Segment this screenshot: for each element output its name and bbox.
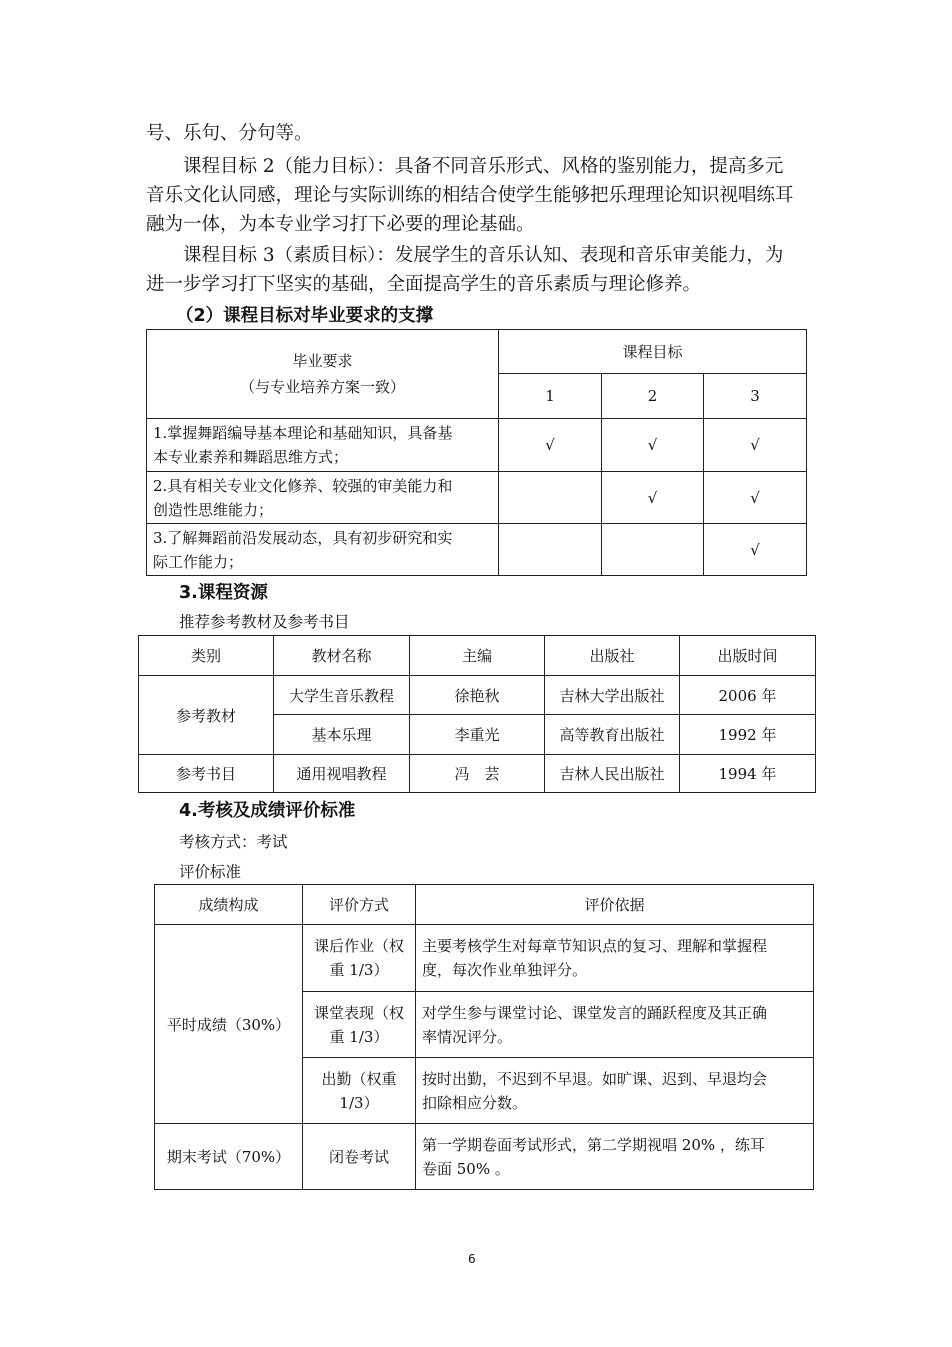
check-mark: √ — [499, 419, 602, 472]
evaluation-basis-cell — [416, 1124, 814, 1190]
check-mark: √ — [704, 472, 807, 524]
column-header: 成绩构成 — [155, 885, 303, 925]
column-header: 出版时间 — [680, 636, 816, 676]
header-req-line2: （与专业培养方案一致） — [239, 378, 405, 396]
requirement-line: 1.掌握舞蹈编导基本理论和基础知识，具备基 — [153, 424, 453, 442]
column-header: 主编 — [410, 636, 545, 676]
basis-line: 按时出勤，不迟到不早退。如旷课、迟到、早退均会 — [422, 1069, 768, 1088]
resources-heading: 3.课程资源 — [179, 583, 268, 603]
evaluation-method-cell — [303, 1058, 416, 1124]
method-line: 重 1/3） — [329, 961, 389, 979]
requirement-line: 创造性思维能力； — [153, 500, 274, 519]
check-mark: √ — [704, 419, 807, 472]
table-row — [139, 755, 816, 793]
method-line: 课后作业（权 — [313, 937, 404, 955]
check-mark — [499, 472, 602, 524]
book-name: 通用视唱教程 — [274, 755, 410, 793]
support-table — [146, 329, 807, 576]
book-year: 1994 年 — [680, 755, 816, 793]
goal3-line-1: 课程目标 3（素质目标）：发展学生的音乐认知、表现和音乐审美能力，为 — [183, 245, 784, 266]
book-name: 大学生音乐教程 — [274, 676, 410, 715]
method-line: 课堂表现（权 — [313, 1003, 404, 1022]
header-graduation-requirement — [147, 330, 499, 419]
support-heading: （2）课程目标对毕业要求的支撑 — [176, 306, 434, 326]
basis-line: 主要考核学生对每章节知识点的复习、理解和掌握程 — [422, 937, 768, 955]
book-editor: 冯 芸 — [410, 755, 545, 793]
table-row — [155, 1124, 814, 1190]
column-header: 教材名称 — [274, 636, 410, 676]
goal-number-3: 3 — [704, 374, 807, 419]
requirement-line: 2.具有相关专业文化修养、较强的审美能力和 — [153, 476, 453, 495]
evaluation-basis-cell — [416, 992, 814, 1058]
evaluation-method-cell — [303, 925, 416, 992]
final-exam-label: 期末考试（70%） — [155, 1124, 303, 1190]
method-line: 出勤（权重 — [321, 1069, 397, 1088]
header-req-line1: 毕业要求 — [292, 352, 353, 370]
table-row — [155, 925, 814, 992]
requirement-line: 本专业素养和舞蹈思维方式； — [153, 448, 349, 466]
book-name: 基本乐理 — [274, 715, 410, 755]
table-row — [139, 676, 816, 715]
book-publisher: 吉林大学出版社 — [545, 676, 680, 715]
basis-line: 对学生参与课堂讨论、课堂发言的踊跃程度及其正确 — [422, 1003, 768, 1022]
column-header: 类别 — [139, 636, 274, 676]
book-editor: 徐艳秋 — [410, 676, 545, 715]
table-row — [147, 419, 807, 472]
check-mark — [602, 524, 704, 576]
basis-line: 第一学期卷面考试形式，第二学期视唱 20% ，练耳 — [422, 1135, 765, 1154]
check-mark: √ — [704, 524, 807, 576]
evaluation-method-cell — [303, 992, 416, 1058]
book-year: 1992 年 — [680, 715, 816, 755]
basis-line: 卷面 50% 。 — [422, 1159, 510, 1178]
column-header: 评价依据 — [416, 885, 814, 925]
goal-number-1: 1 — [499, 374, 602, 419]
basis-line: 扣除相应分数。 — [422, 1093, 528, 1112]
book-year: 2006 年 — [680, 676, 816, 715]
basis-line: 率情况评分。 — [422, 1027, 513, 1046]
requirement-cell — [147, 472, 499, 524]
table-row — [147, 472, 807, 524]
goal3-line-2: 进一步学习打下坚实的基础，全面提高学生的音乐素质与理论修养。 — [146, 274, 702, 295]
requirement-line: 际工作能力； — [153, 552, 244, 571]
assessment-method: 考核方式：考试 — [179, 833, 288, 851]
evaluation-basis-cell — [416, 925, 814, 992]
header-course-goals: 课程目标 — [499, 330, 807, 374]
requirement-line: 3.了解舞蹈前沿发展动态，具有初步研究和实 — [153, 528, 453, 547]
resources-subheading: 推荐参考教材及参考书目 — [179, 613, 350, 631]
book-publisher: 吉林人民出版社 — [545, 755, 680, 793]
book-editor: 李重光 — [410, 715, 545, 755]
regular-grade-label: 平时成绩（30%） — [155, 925, 303, 1124]
goal2-line-3: 融为一体，为本专业学习打下必要的理论基础。 — [146, 214, 535, 235]
category-textbook: 参考教材 — [139, 676, 274, 755]
assessment-table — [154, 884, 814, 1190]
column-header: 出版社 — [545, 636, 680, 676]
goal2-line-1: 课程目标 2（能力目标）：具备不同音乐形式、风格的鉴别能力，提高多元 — [183, 156, 784, 177]
method-line: 1/3） — [339, 1093, 379, 1112]
requirement-cell — [147, 524, 499, 576]
table-row — [147, 524, 807, 576]
basis-line: 度，每次作业单独评分。 — [422, 961, 588, 979]
column-header: 评价方式 — [303, 885, 416, 925]
resources-table — [138, 635, 816, 793]
evaluation-basis-cell — [416, 1058, 814, 1124]
category-books: 参考书目 — [139, 755, 274, 793]
book-publisher: 高等教育出版社 — [545, 715, 680, 755]
requirement-cell — [147, 419, 499, 472]
page-number: 6 — [468, 1252, 476, 1266]
intro-line-1: 号、乐句、分句等。 — [146, 123, 313, 144]
goal-number-2: 2 — [602, 374, 704, 419]
assessment-heading: 4.考核及成绩评价标准 — [179, 801, 356, 821]
check-mark: √ — [602, 419, 704, 472]
criteria-label: 评价标准 — [179, 863, 242, 881]
goal2-line-2: 音乐文化认同感，理论与实际训练的相结合使学生能够把乐理理论知识视唱练耳 — [146, 185, 794, 206]
method-line: 重 1/3） — [329, 1027, 389, 1046]
check-mark: √ — [602, 472, 704, 524]
check-mark — [499, 524, 602, 576]
evaluation-method-cell: 闭卷考试 — [303, 1124, 416, 1190]
